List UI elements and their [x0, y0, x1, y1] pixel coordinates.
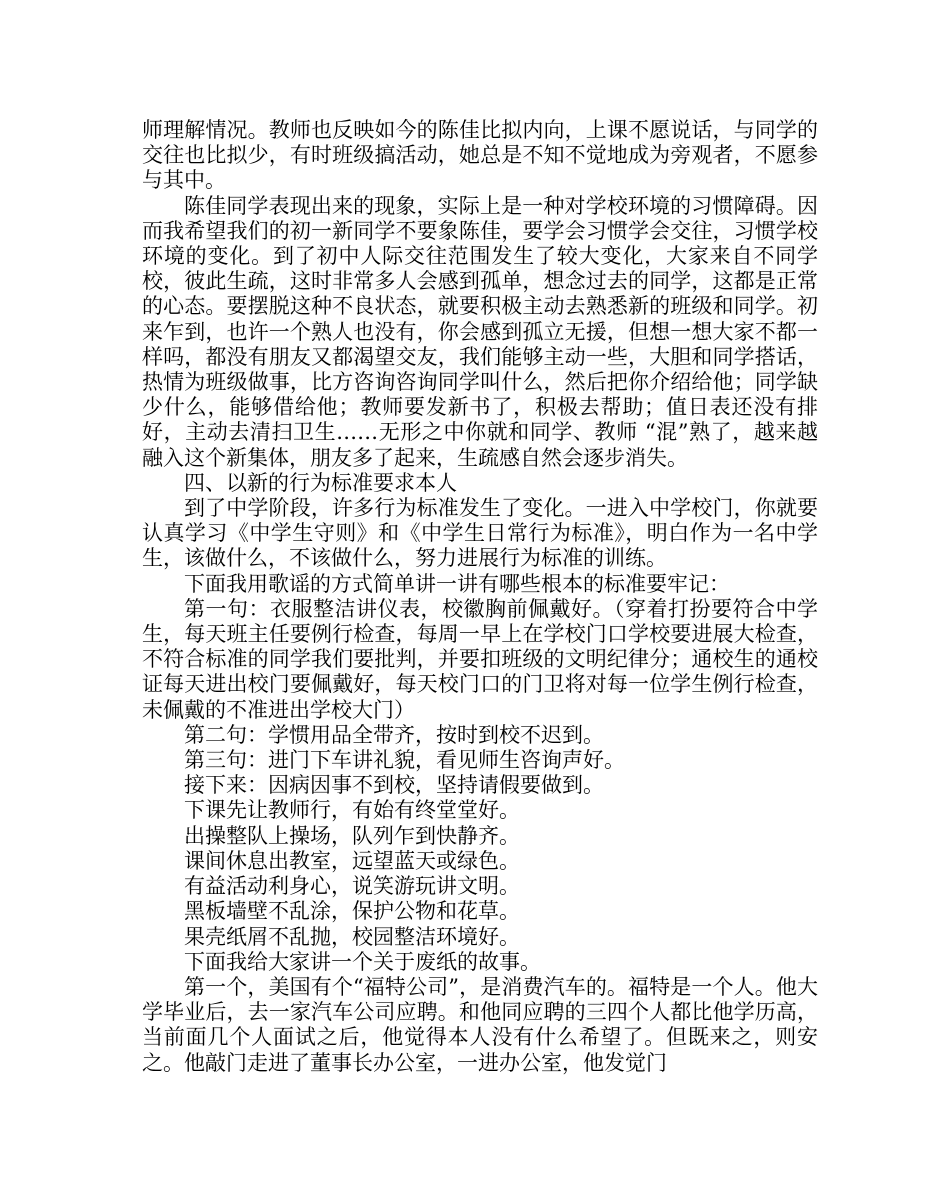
rule-line-4: 接下来：因病因事不到校，坚持请假要做到。 [184, 773, 604, 798]
rule-line-8: 有益活动利身心，说笑游玩讲文明。 [184, 874, 520, 899]
rule-line-2: 第二句：学惯用品全带齐，按时到校不迟到。 [184, 722, 604, 747]
paragraph-3: 到了中学阶段，许多行为标准发生了变化。一进入中学校门，你就要认真学习《中学生守则》和《中学生日常行为标准》，明白作为一名中学生，该做什么，不该做什么，努力进展行为标准的训练。 [142, 496, 818, 571]
story-intro: 下面我给大家讲一个关于废纸的故事。 [184, 949, 541, 974]
rule-line-7: 课间休息出教室，远望蓝天或绿色。 [184, 848, 520, 873]
rule-line-5: 下课先让教师行，有始有终堂堂好。 [184, 798, 520, 823]
paragraph-2: 陈佳同学表现出来的现象，实际上是一种对学校环境的习惯障碍。因而我希望我们的初一新同学不要象陈佳，要学会习惯学会交往，习惯学校环境的变化。到了初中人际交往范围发生了较大变化，大家来自不同学校，彼此生疏，这时非常多人会感到孤单，想念过去的同学，这都是正常的心态。要摆脱这种不良状态，就要积极主动去熟悉新的班级和同学。初来乍到，也许一个熟人也没有，你会感到孤立无援，但想一想大家不都一样吗，都没有朋友又都渴望交友，我们能够主动一些，大胆和同学搭话，热情为班级做事，比方咨询咨询同学叫什么，然后把你介绍给他；同学缺少什么，能够借给他；教师要发新书了，积极去帮助；值日表还没有排好，主动去清扫卫生……无形之中你就和同学、教师 “混”熟了，越来越融入这个新集体，朋友多了起来，生疏感自然会逐步消失。 [142, 193, 818, 470]
rule-line-6: 出操整队上操场，队列乍到快静齐。 [184, 823, 520, 848]
rule-line-3: 第三句：进门下车讲礼貌，看见师生咨询声好。 [184, 748, 625, 773]
document-page [142, 118, 818, 1076]
paragraph-4: 下面我用歌谣的方式简单讲一讲有哪些根本的标准要牢记： [184, 571, 730, 596]
paragraph-1: 师理解情况。教师也反映如今的陈佳比拟内向，上课不愿说话，与同学的交往也比拟少，有时班级搞活动，她总是不知不觉地成为旁观者，不愿参与其中。 [142, 118, 818, 193]
rule-line-1: 第一句：衣服整洁讲仪表，校徽胸前佩戴好。（穿着打扮要符合中学生，每天班主任要例行检查，每周一早上在学校门口学校要进展大检查，不符合标准的同学我们要批判，并要扣班级的文明纪律分；通校生的通校证每天进出校门要佩戴好，每天校门口的门卫将对每一位学生例行检查，未佩戴的不准进出学校大门） [142, 596, 818, 722]
section-heading: 四、以新的行为标准要求本人 [184, 470, 457, 495]
story-paragraph: 第一个，美国有个“福特公司”，是消费汽车的。福特是一个人。他大学毕业后，去一家汽车公司应聘。和他同应聘的三四个人都比他学历高，当前面几个人面试之后，他觉得本人没有什么希望了。但既来之，则安之。他敲门走进了董事长办公室，一进办公室，他发觉门 [142, 974, 818, 1075]
rule-line-10: 果壳纸屑不乱抛，校园整洁环境好。 [184, 924, 520, 949]
rule-line-9: 黑板墙壁不乱涂，保护公物和花草。 [184, 899, 520, 924]
